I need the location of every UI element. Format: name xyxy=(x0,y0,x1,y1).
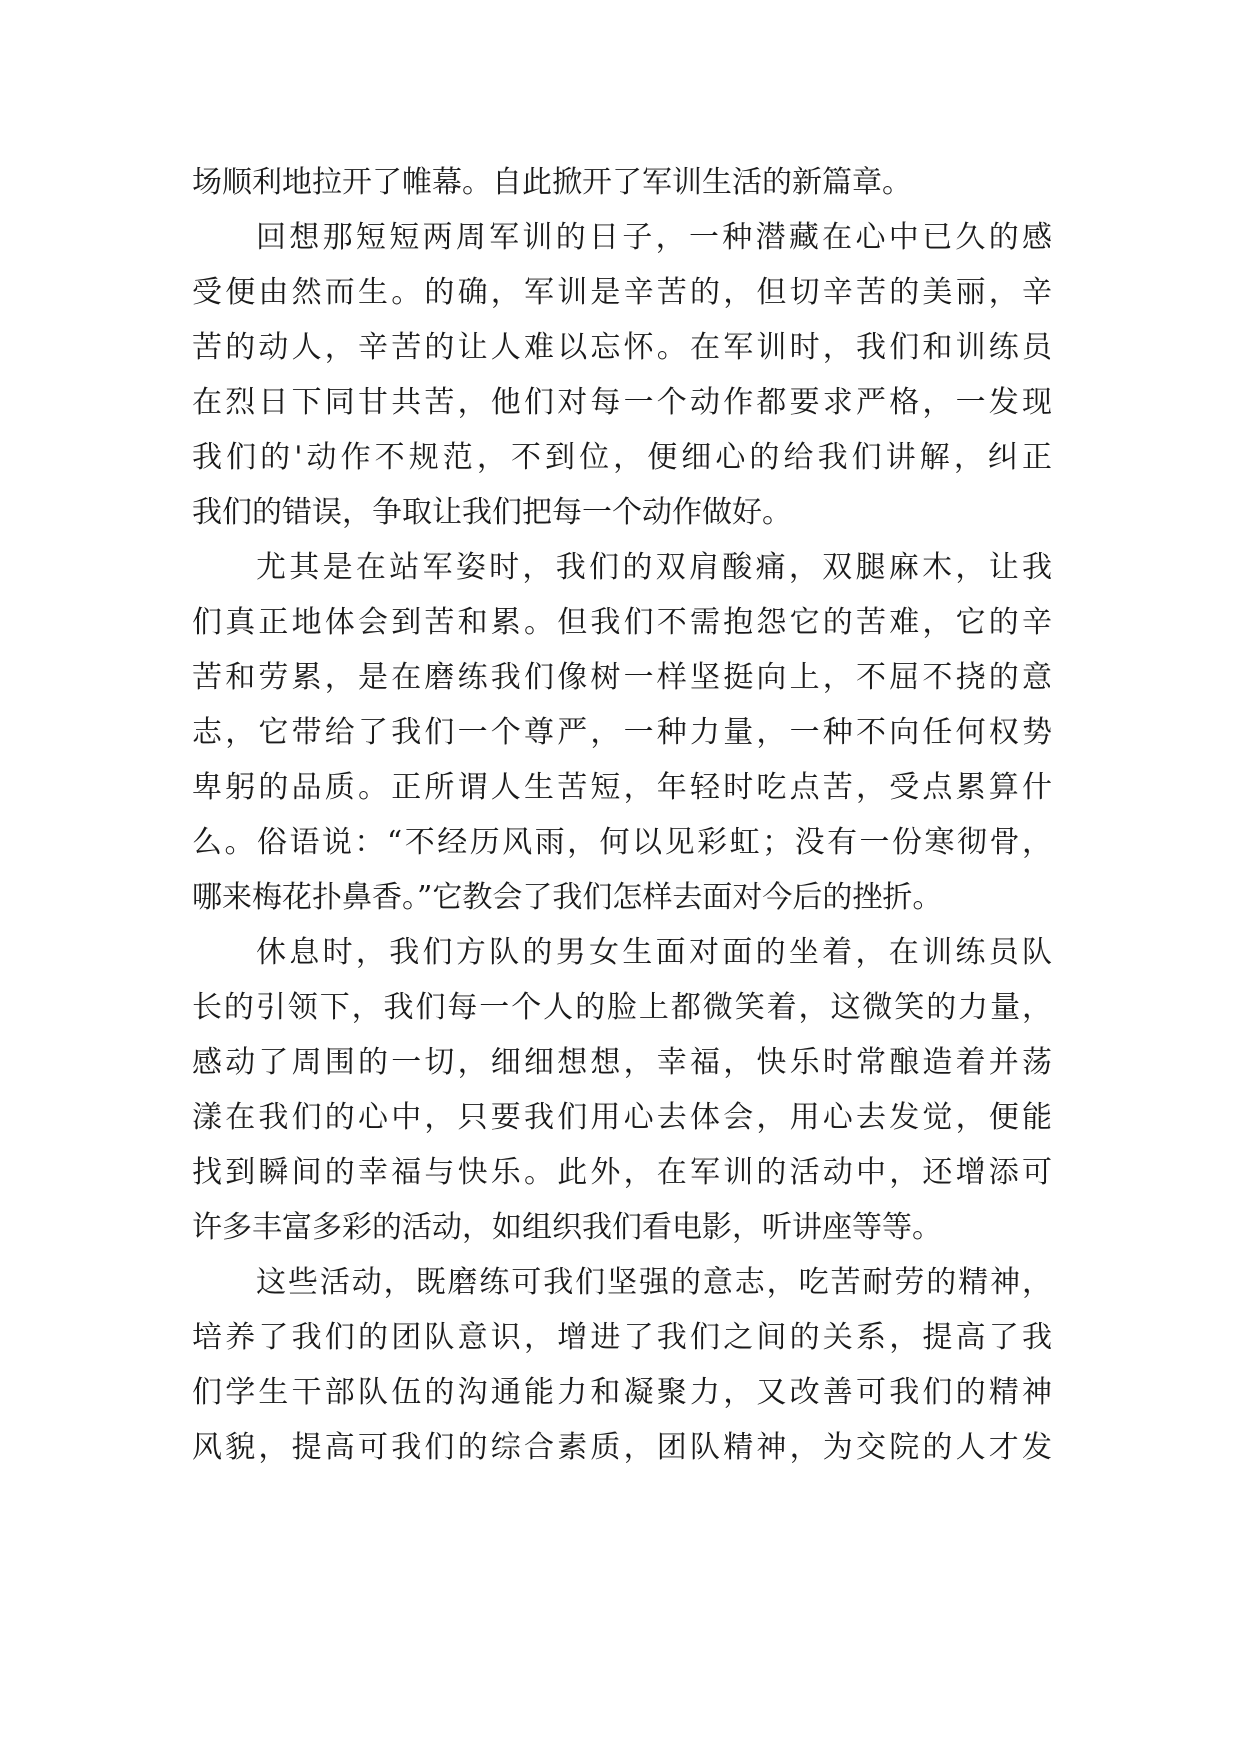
text-line: 长的引领下，我们每一个人的脸上都微笑着，这微笑的力量， xyxy=(192,990,1052,1025)
text-line: 这些活动，既磨练可我们坚强的意志，吃苦耐劳的精神， xyxy=(256,1265,1052,1300)
text-line: 休息时，我们方队的男女生面对面的坐着，在训练员队 xyxy=(256,935,1052,970)
text-line: 回想那短短两周军训的日子，一种潜藏在心中已久的感 xyxy=(256,220,1052,255)
text-line: 哪来梅花扑鼻香。”它教会了我们怎样去面对今后的挫折。 xyxy=(192,880,943,915)
text-line: 受便由然而生。的确，军训是辛苦的，但切辛苦的美丽，辛 xyxy=(192,275,1052,310)
text-line: 找到瞬间的幸福与快乐。此外，在军训的活动中，还增添可 xyxy=(192,1155,1052,1190)
text-line: 们真正地体会到苦和累。但我们不需抱怨它的苦难，它的辛 xyxy=(192,605,1052,640)
text-line: 苦和劳累，是在磨练我们像树一样坚挺向上，不屈不挠的意 xyxy=(192,660,1052,695)
text-line: 我们的错误，争取让我们把每一个动作做好。 xyxy=(192,495,792,530)
text-line: 我们的'动作不规范，不到位，便细心的给我们讲解，纠正 xyxy=(192,440,1052,475)
text-line: 卑躬的品质。正所谓人生苦短，年轻时吃点苦，受点累算什 xyxy=(192,770,1052,805)
text-line: 风貌，提高可我们的综合素质，团队精神，为交院的人才发 xyxy=(192,1430,1052,1465)
text-line: 志，它带给了我们一个尊严，一种力量，一种不向任何权势 xyxy=(192,715,1052,750)
text-line: 许多丰富多彩的活动，如组织我们看电影，听讲座等等。 xyxy=(192,1210,942,1245)
text-line: 在烈日下同甘共苦，他们对每一个动作都要求严格，一发现 xyxy=(192,385,1052,420)
body-text xyxy=(192,155,1052,1475)
text-line: 漾在我们的心中，只要我们用心去体会，用心去发觉，便能 xyxy=(192,1100,1052,1135)
text-line: 感动了周围的一切，细细想想，幸福，快乐时常酿造着并荡 xyxy=(192,1045,1052,1080)
text-line: 苦的动人，辛苦的让人难以忘怀。在军训时，我们和训练员 xyxy=(192,330,1052,365)
text-line: 场顺利地拉开了帷幕。自此掀开了军训生活的新篇章。 xyxy=(192,165,912,200)
text-line: 们学生干部队伍的沟通能力和凝聚力，又改善可我们的精神 xyxy=(192,1375,1052,1410)
text-line: 么。俗语说：“不经历风雨，何以见彩虹；没有一份寒彻骨， xyxy=(192,825,1052,860)
text-line: 尤其是在站军姿时，我们的双肩酸痛，双腿麻木，让我 xyxy=(256,550,1052,585)
text-line: 培养了我们的团队意识，增进了我们之间的关系，提高了我 xyxy=(192,1320,1052,1355)
